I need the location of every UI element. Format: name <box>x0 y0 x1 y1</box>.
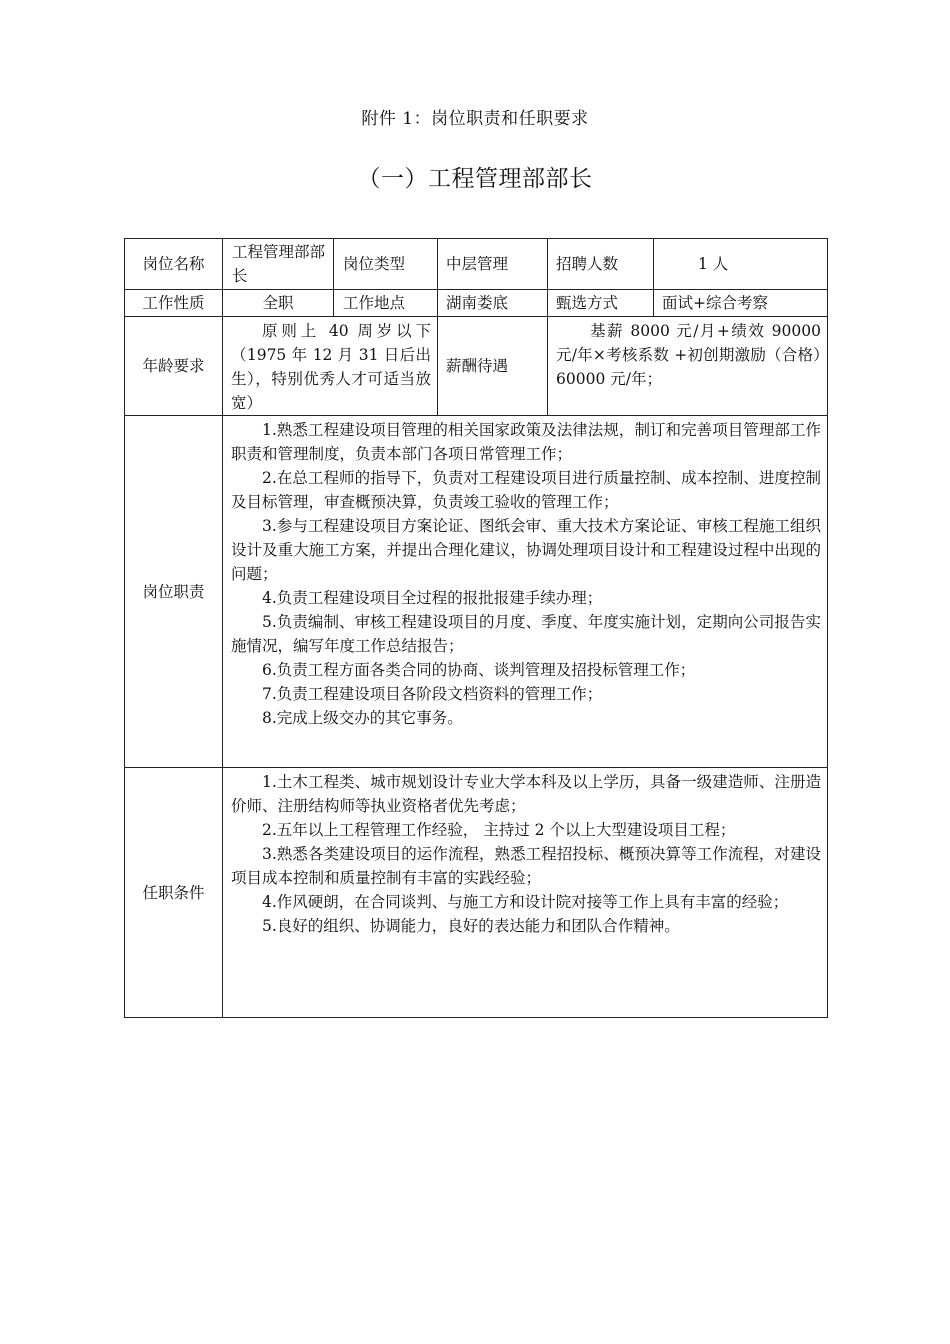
age-label: 年龄要求 <box>125 317 223 416</box>
headcount-label: 招聘人数 <box>548 239 654 290</box>
salary-cell <box>548 317 828 416</box>
table-row <box>125 317 828 416</box>
requirements-cell <box>223 768 828 1018</box>
position-name-value: 工程管理部部长 <box>223 239 334 290</box>
duty-item: 1.熟悉工程建设项目管理的相关国家政策及法律法规，制订和完善项目管理部工作职责和管理制度，负责本部门各项日常管理工作； <box>231 421 821 463</box>
position-type-label: 岗位类型 <box>334 239 438 290</box>
position-name-label: 岗位名称 <box>125 239 223 290</box>
job-nature-label: 工作性质 <box>125 290 223 317</box>
job-nature-value: 全职 <box>223 290 334 317</box>
requirement-item: 5.良好的组织、协调能力，良好的表达能力和团队合作精神。 <box>262 917 680 935</box>
requirement-item: 2.五年以上工程管理工作经验， 主持过 2 个以上大型建设项目工程； <box>262 821 736 839</box>
section-title: （一）工程管理部部长 <box>357 166 593 192</box>
age-requirement-text: 原则上 40 周岁以下（1975 年 12 月 31 日后出生），特别优秀人才可适当放宽） <box>231 322 431 412</box>
salary-label: 薪酬待遇 <box>438 317 548 416</box>
location-label: 工作地点 <box>334 290 438 317</box>
position-type-value: 中层管理 <box>438 239 548 290</box>
table-row <box>125 239 828 290</box>
headcount-value: 1 人 <box>654 239 828 290</box>
selection-label: 甄选方式 <box>548 290 654 317</box>
requirements-label: 任职条件 <box>125 768 223 1018</box>
duty-item: 5.负责编制、审核工程建设项目的月度、季度、年度实施计划，定期向公司报告实施情况，编写年度工作总结报告； <box>231 613 821 655</box>
table-row <box>125 768 828 1018</box>
job-requirements-table <box>124 238 828 1018</box>
requirement-item: 1.土木工程类、城市规划设计专业大学本科及以上学历，具备一级建造师、注册造价师、注册结构师等执业资格者优先考虑； <box>231 773 821 815</box>
duty-item: 8.完成上级交办的其它事务。 <box>262 709 463 727</box>
duty-item: 6.负责工程方面各类合同的协商、谈判管理及招投标管理工作； <box>262 661 696 679</box>
duty-item: 7.负责工程建设项目各阶段文档资料的管理工作； <box>262 685 603 703</box>
selection-value: 面试+综合考察 <box>654 290 828 317</box>
attachment-title: 附件 1：岗位职责和任职要求 <box>361 109 589 129</box>
age-requirement-cell <box>223 317 438 416</box>
table-row <box>125 290 828 317</box>
duties-label: 岗位职责 <box>125 416 223 768</box>
table-row <box>125 416 828 768</box>
duty-item: 2.在总工程师的指导下，负责对工程建设项目进行质量控制、成本控制、进度控制及目标管理，审查概预决算，负责竣工验收的管理工作； <box>231 469 821 511</box>
location-value: 湖南娄底 <box>438 290 548 317</box>
duties-cell <box>223 416 828 768</box>
duty-item: 3.参与工程建设项目方案论证、图纸会审、重大技术方案论证、审核工程施工组织设计及重大施工方案，并提出合理化建议，协调处理项目设计和工程建设过程中出现的问题； <box>231 517 821 583</box>
requirement-item: 3.熟悉各类建设项目的运作流程，熟悉工程招投标、概预决算等工作流程，对建设项目成本控制和质量控制有丰富的实践经验； <box>231 845 821 887</box>
salary-text: 基薪 8000 元/月+绩效 90000 元/年×考核系数 +初创期激励（合格）60000 元/年； <box>556 322 821 388</box>
duty-item: 4.负责工程建设项目全过程的报批报建手续办理； <box>262 589 603 607</box>
requirement-item: 4.作风硬朗，在合同谈判、与施工方和设计院对接等工作上具有丰富的经验； <box>262 893 789 911</box>
